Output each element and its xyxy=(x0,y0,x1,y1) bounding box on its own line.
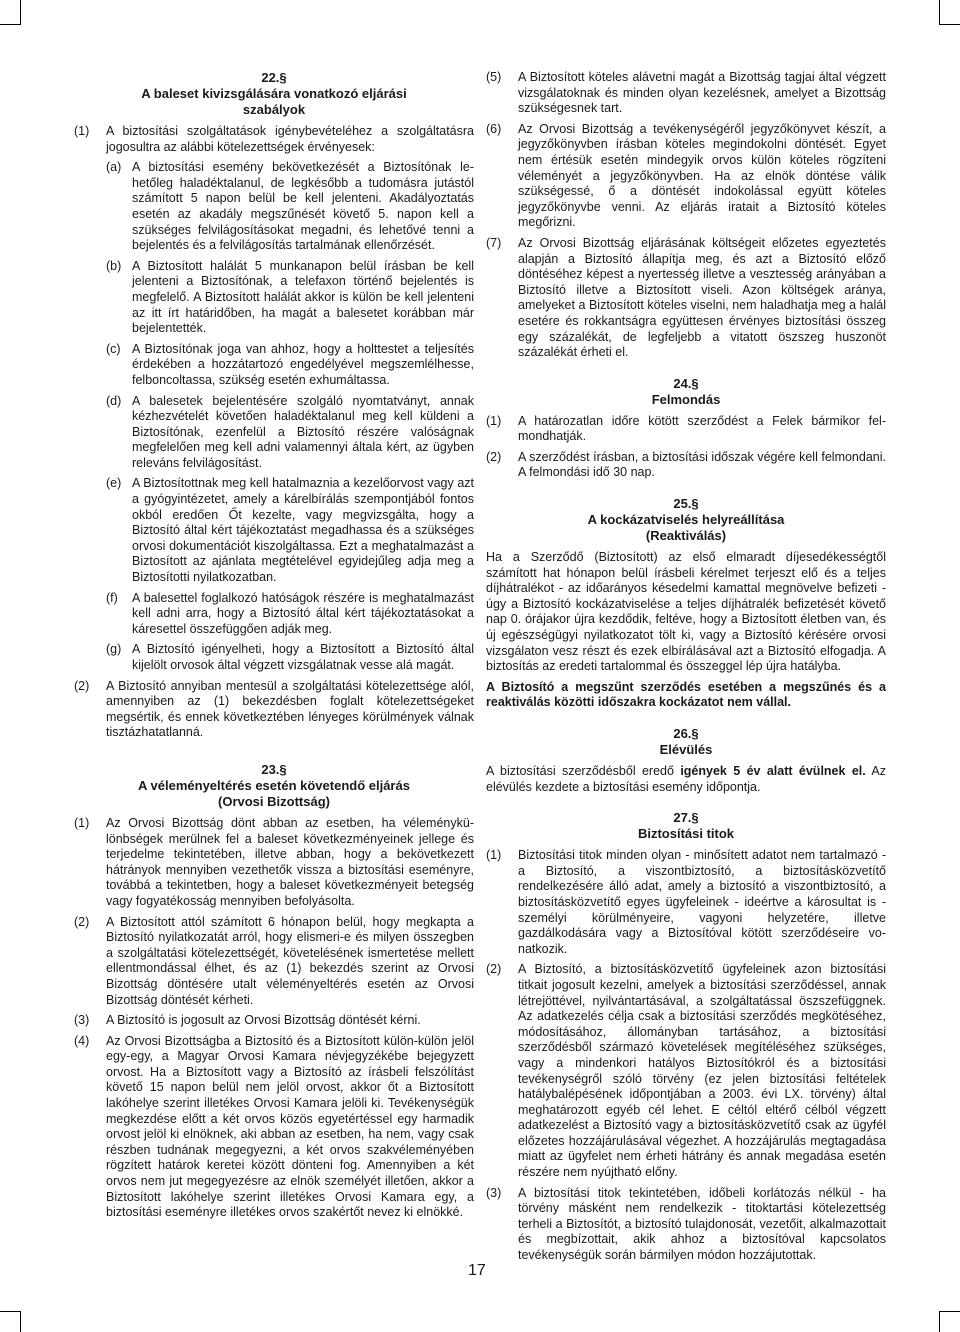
paragraph-text: Az Orvosi Bizottság eljárásának költségeit előzetes egyeztetés alapján a Biztosító állapítja meg, és azt a Biztosító előző döntéséhez képest a nyertesség illetve a vesztesség arányában a Biztosító illetve a Biztosított viseli. Azon költségek aránya, amelyeket a Biztosított köteles viselni, nem haladhatja meg a halál esetére és rokkantságra együttesen érvényes biztosítási összeg egy százalékát, de legfeljebb a vitatott öszszeg huszonöt százalékát érheti el. xyxy=(518,235,886,360)
paragraph-number: (5) xyxy=(486,70,502,84)
numbered-paragraph xyxy=(74,915,474,1009)
section-title: Elévülés xyxy=(659,742,713,757)
section-number: 27.§ xyxy=(673,810,699,826)
numbered-paragraph xyxy=(74,1013,474,1029)
numbered-paragraph xyxy=(486,414,886,445)
sub-item-letter: (b) xyxy=(106,258,122,273)
paragraph-number: (7) xyxy=(486,235,502,250)
section-25-heading xyxy=(486,496,886,544)
section-number: 23.§ xyxy=(261,761,287,777)
paragraph-text: A Biztosító annyiban mentesül a szolgáltatási kötelezettsége alól, amennyiben az (1) bekezdésben foglalt kötelezettségeket megsértik, és ennek következtében lényeges körülmények válnak tisztázhatatlanná. xyxy=(106,678,474,740)
paragraph-number: (1) xyxy=(74,815,90,830)
sub-item xyxy=(106,342,474,389)
numbered-paragraph xyxy=(74,816,474,910)
paragraph-text: Ha a Szerződő (Biztosított) az első elmaradt díjesedékességtől számított hat hónapon belül írásbeli kérelmet terjeszt elő és a teljes díjhátralékot - az időarányos késedelmi kamattal megnövelve befizeti - úgy a Biztosító kockázatviselése a teljes díjhátralék befizetését követő nap 0. órájakor újra kezdődik, feltéve, hogy a Biztosított életben van, és új egészségügyi nyilatkozatot tölt ki, vagy a Biztosító kérésére orvosi vizsgálaton vesz részt és ezek elbírálásával azt a Biztosító elfogadja. A biztosítás az eredeti tartalommal és összeggel lép újra hatályba. xyxy=(486,550,886,674)
paragraph-text: A szerződést írásban, a biztosítási időszak végére kell felmondani. A felmondási idő 30 nap. xyxy=(518,449,886,480)
sub-item-letter: (d) xyxy=(106,393,122,408)
paragraph-text xyxy=(486,764,886,795)
sub-item-letter: (e) xyxy=(106,476,122,491)
sub-item-letter: (a) xyxy=(106,160,122,175)
numbered-paragraph xyxy=(486,962,886,1180)
sub-item-letter: (g) xyxy=(106,642,122,657)
paragraph-number: (2) xyxy=(486,962,502,977)
paragraph-number: (2) xyxy=(74,914,90,929)
section-22-heading xyxy=(74,70,474,118)
section-23-heading xyxy=(74,762,474,810)
sub-item-text: A biztosítási esemény bekövetkezését a Biztosítónak lehetőleg haladéktalanul, de legkésőbb a tudomásra jutástól számított 5 napon belül be kell jelenteni. Akadályoztatás esetén az akadály megszűnését követő 5. napon kell a szükséges felvilágosításokat megadni, és lehetővé tenni a bejelentés és a felvilágosítás tartalmának ellenőrzését. xyxy=(132,160,474,253)
paragraph-number: (1) xyxy=(486,848,502,863)
section-title: Felmondás xyxy=(651,391,721,407)
paragraph-number: (2) xyxy=(74,678,90,693)
paragraph-text: A biztosítási titok tekintetében, időbeli korlátozás nélkül - ha törvény másként nem rendelkezik - titoktartási kötelezettség terheli a Biztosítót, a biztosító tulajdonosát, vezetőit, alkalmazottait és megbízottait, akik ahhoz a biztosítóval kapcsolatos tevékenységük során bármilyen módon hozzájutottak. xyxy=(518,1185,886,1263)
paragraph-text: Az Orvosi Bizottság dönt abban az esetben, ha véleménykülönbségek merülnek fel a baleset következményeinek jellege és terjedelme tekintetében, illetve abban, hogy a bekövetkezett hátrányok mennyiben vezethetők vissza a biztosítási eseményre, továbbá a tekintetben, hogy a baleset következményeit betegség vagy fogyatékosság mennyiben befolyásolta. xyxy=(106,815,474,908)
paragraph-text: Az Orvosi Bizottságba a Biztosító és a Biztosított külön-külön jelöl egy-egy, a Magyar Orvosi Kamara névjegyzékébe bejegyzett orvost. Ha a Biztosított vagy a Biztosító az írásbeli felszólítást követő 15 napon belül nem jelöl orvost, akkor őt a Biztosított lakóhelye szerint illetékes Orvosi Kamara jelöli ki. Tevékenységük megkezdése előtt a két orvos közös egyetértéssel egy harmadik orvost jelöl ki elnöknek, aki abban az esetben, ha nem, vagy csak részben tudnának megegyezni, a két orvos szakvéleményében rögzített határok keretei között dönteni fog. Amennyiben a két orvos nem jut megegyezésre az elnök személyét illetően, akkor a Biztosított lakóhelye szerint illetékes Orvosi Kamara egy, a biztosítási eseményre illetékes orvos szakértőt nevez ki elnökké. xyxy=(106,1033,474,1220)
sub-item-text: A balesettel foglalkozó hatóságok részére is meghatalmazást kell adni arra, hogy a Biztosító által kért tájékoztatásokat a káresettel összefüggően adják meg. xyxy=(132,590,474,636)
section-title: A baleset kivizsgálására vonatkozó eljárási xyxy=(141,86,407,101)
numbered-paragraph xyxy=(486,236,886,361)
numbered-paragraph xyxy=(486,848,886,957)
paragraph-number: (2) xyxy=(486,449,502,464)
section-number: 24.§ xyxy=(673,375,699,391)
paragraph-text: A Biztosító is jogosult az Orvosi Bizottság döntését kérni. xyxy=(106,1013,421,1028)
sub-item xyxy=(106,259,474,337)
section-24-heading xyxy=(486,376,886,408)
crop-mark-top-left xyxy=(0,0,21,25)
paragraph-text: A biztosítási szolgáltatások igénybevételéhez a szolgáltatásra jogosultra az alábbi kötelezettségek érvényesek: xyxy=(106,124,474,154)
section-title: (Reaktiválás) xyxy=(645,528,727,544)
numbered-paragraph xyxy=(74,679,474,741)
section-title: Biztosítási titok xyxy=(637,826,735,842)
sub-item-text: A Biztosítónak joga van ahhoz, hogy a holttestet a teljesítés érdekében a hozzátartozó engedélyével megszemlélhesse, felboncoltassa, szükség esetén exhumáltassa. xyxy=(132,341,474,387)
sub-item xyxy=(106,394,474,472)
crop-mark-bottom-right xyxy=(939,1311,960,1332)
numbered-paragraph xyxy=(486,122,886,231)
section-number: 26.§ xyxy=(673,726,699,741)
section-title: (Orvosi Bizottság) xyxy=(218,793,330,809)
text-run: Az elévülés kezdete a biztosítási esemény időpontja. xyxy=(486,764,886,794)
numbered-paragraph xyxy=(486,450,886,481)
text-run: A biztosítási szerződésből eredő xyxy=(486,764,681,778)
paragraph-number: (6) xyxy=(486,121,502,136)
section-title: szabályok xyxy=(242,102,306,117)
section-title: A kockázatviselés helyreállítása xyxy=(587,512,785,528)
section-26-heading xyxy=(486,726,886,758)
paragraph-text: Biztosítási titok minden olyan - minősített adatot nem tartalmazó - a Biztosító, a viszontbiztosító, a biztosításközvetítő rendelkezésére álló adat, amely a biztosító a viszontbiztosító, a biztosításközvetítő egyes ügyfeleinek - ideértve a károsultat is - személyi körülményeire, vagyoni helyzetére, illetve gazdálkodására vagy a Biztosítóval kötött szerződéseire vonatkozik. xyxy=(518,848,886,956)
sub-item-letter: (f) xyxy=(106,590,118,605)
paragraph-number: (3) xyxy=(74,1013,90,1028)
sub-item-letter: (c) xyxy=(106,341,121,356)
page-number: 17 xyxy=(468,1262,486,1279)
numbered-paragraph xyxy=(486,70,886,117)
left-column xyxy=(74,70,474,1226)
section-27-heading xyxy=(486,810,886,842)
numbered-paragraph xyxy=(74,124,474,155)
sub-item xyxy=(106,476,474,585)
sub-item-text: A Biztosító igényelheti, hogy a Biztosított a Biztosító által kijelölt orvosok által végzett vizsgálatnak vesse alá magát. xyxy=(132,642,474,672)
right-column xyxy=(486,70,886,1269)
sub-item-text: A Biztosított halálát 5 munkanapon belül írásban be kell jelenteni a Biztosítónak, a telefaxon történő bejelentés is megfelelő. A Biztosított halálát akkor is külön be kell jelenteni az itt írt határidőben, ha magát a balesetet korábban már bejelentették. xyxy=(132,258,474,336)
section-title: A véleményeltérés esetén követendő eljárás xyxy=(138,777,410,793)
sub-item xyxy=(106,160,474,254)
bold-text-run: igények 5 év alatt évülnek el. xyxy=(680,764,866,778)
paragraph-text: A Biztosított attól számított 6 hónapon belül, hogy megkapta a Biztosító nyilatkozatát arról, hogy elismeri-e és milyen összegben a szolgáltatási kötelezettségét, követelésének ismertetése mellett ellentmondással élhet, és az (1) bekezdés szerint az Orvosi Bizottság döntésére utalt véleményeltérés esetén az Orvosi Bizottság döntését kérheti. xyxy=(106,914,474,1007)
paragraph-number: (1) xyxy=(486,413,502,428)
sub-item-text: A balesetek bejelentésére szolgáló nyomtatványt, annak kézhezvételét követően haladéktalanul meg kell küldeni a Biztosítónak, ezenfelül a Biztosító részére valóságnak megfelelően meg kell adni valamennyi általa kért, az ügyben releváns felvilágosítást. xyxy=(132,393,474,470)
paragraph-text: Az Orvosi Bizottság a tevékenységéről jegyzőkönyvet készít, a jegyzőkönyvben írásban köteles megindokolni döntését. Egyet nem értésük esetén mindegyik orvos külön köteles rögzíteni véleményét a jegyzőkönyvben. Ha az elnök döntése válik szükségessé, ő a döntését indokolással együtt köteles jegyzőkönyvbe venni. Az eljárás iratait a Biztosító köteles megőrizni. xyxy=(518,121,886,230)
paragraph-number: (1) xyxy=(74,124,90,138)
section-number: 25.§ xyxy=(673,496,699,512)
paragraph-text: A Biztosított köteles alávetni magát a Bizottság tagjai által végzett vizsgálatoknak és minden olyan kezelésnek, amelyet a Bizottság szükségesnek tart. xyxy=(518,70,886,116)
sub-item-text: A Biztosítottnak meg kell hatalmaznia a kezelőorvost vagy azt a gyógyintézetet, amely a kárelbírálás szempontjából fontos okból eredően Őt kezelte, vagy megvizsgálta, hogy a Biztosító által kért tájékoztatást megadhassa és a szükséges orvosi dokumentációt kiszolgáltassa. Ezt a meghatalmazást a Biztosított az ajánlata megtételével egyidejűleg adja meg a Biztosítotti nyilatkozatban. xyxy=(132,476,474,585)
numbered-paragraph xyxy=(486,1186,886,1264)
section-number: 22.§ xyxy=(261,70,287,85)
bold-paragraph: A Biztosító a megszűnt szerződés esetében a megszűnés és a reaktiválás közötti időszakra kockázatot nem vállal. xyxy=(486,679,886,710)
paragraph-number: (3) xyxy=(486,1185,502,1200)
paragraph-text: A határozatlan időre kötött szerződést a Felek bármikor felmondhatják. xyxy=(518,413,886,444)
sub-item xyxy=(106,591,474,638)
numbered-paragraph xyxy=(74,1034,474,1221)
paragraph-number: (4) xyxy=(74,1033,90,1048)
sub-item xyxy=(106,642,474,673)
paragraph-text: A Biztosító, a biztosításközvetítő ügyfeleinek azon biztosítási titkait jogosult kezelni, amelyek a biztosítási szerződéssel, annak létrejöttével, nyilvántartásával, a szolgáltatással öszszefüggnek. Az adatkezelés célja csak a biztosítási szerződés megkötéséhez, módosításához, állományban tartásához, a biztosítási szerződésből származó követelések megítéléséhez szükséges, vagy a mindenkori hatályos Biztosítókról és a biztosítási tevékenységről szóló törvény (ez jelen biztosítási feltételek hatálybalépésének időpontjában a 2003. évi LX. törvény) által meghatározott egyéb cél lehet. E céltól eltérő célból végzett adatkezelést a Biztosító vagy a biztosításközvetítő csak az ügyfél előzetes hozzájárulásával végezhet. A hozzájárulás megtagadása miatt az ügyfelet nem érheti hátrány és annak megadása esetén részére nem nyújtható előny. xyxy=(518,962,886,1180)
crop-mark-top-right xyxy=(939,0,960,25)
crop-mark-bottom-left xyxy=(0,1311,21,1332)
